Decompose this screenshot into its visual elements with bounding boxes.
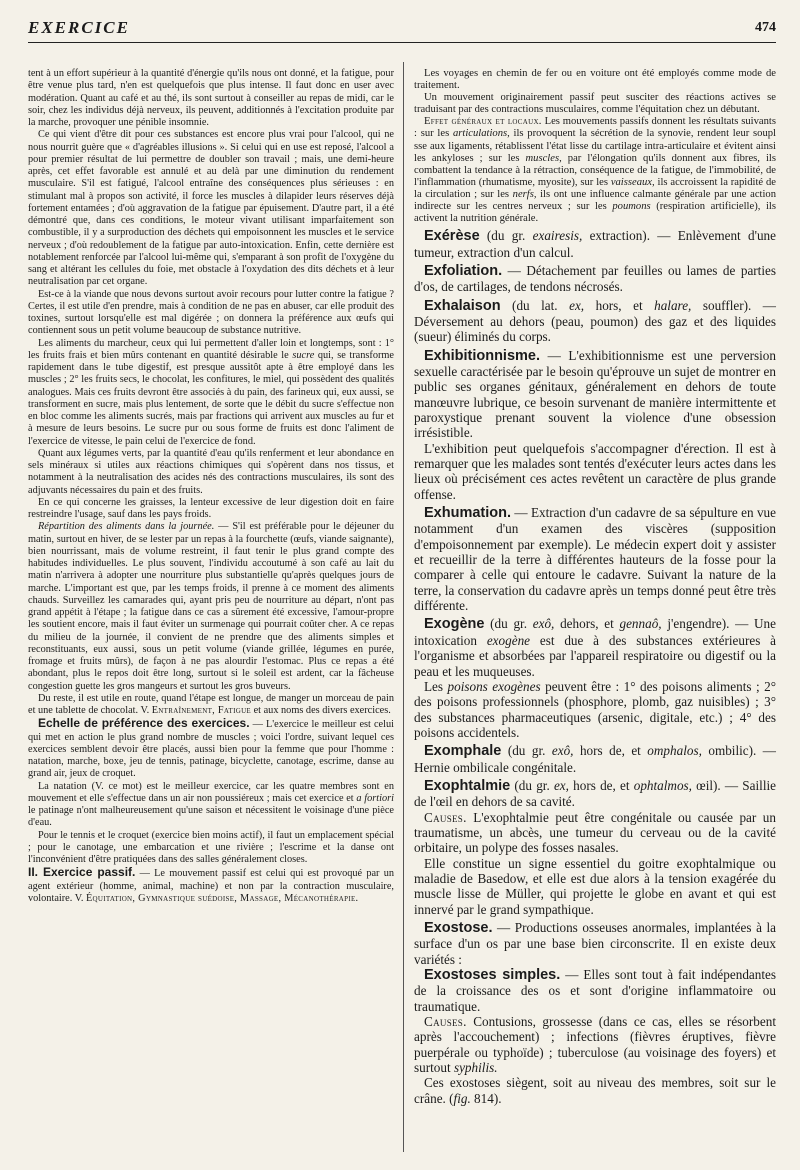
text-run: Causes.	[424, 809, 467, 825]
right-paragraph-r13	[414, 778, 776, 810]
text-run: — Elles sont tout à fait indépendantes de la croissance des os et sont d'origine inflammatoire ou traumatique.	[414, 967, 777, 1014]
right-paragraph-r3	[414, 116, 776, 225]
text-run: et aux noms des divers exercices.	[251, 705, 391, 716]
text-run: Ces exostoses siègent, soit au niveau des membres, soit sur le crâne. (	[414, 1075, 776, 1106]
left-paragraph-l8	[28, 693, 394, 718]
right-column	[414, 68, 776, 1106]
text-run: poisons exogènes	[447, 678, 541, 694]
right-paragraph-r15	[414, 856, 776, 917]
text-run: articulations,	[452, 128, 510, 140]
text-run: Ce qui vient d'être dit pour ces substances est encore plus vrai pour l'alcool, qui ne nous nourrit guère que « d'agréables illusions ». Si celui qui en use est reposé, l'alcool a pour premier résultat de lui permettre de doubler son travail ; mais, une demi-heure après, cet effet favorable est annulé et au delà par une diminution du rendement musculaire. S'il est fatigué, l'alcool entraîne des conséquences plus sérieuses : en stimulant mal à propos son activité, il force les muscles à dilapider leurs réserves déjà fortement entamées ; d'où aggravation de la fatigue par épuisement. D'autre part, il a été démontré que, dans ces conditions, le moteur vivant utilisant imparfaitement son combustible, il y a surproduction des déchets qui empoisonnent les muscles et le service nerveux ; d'où redoublement de la fatigue par auto-intoxication. Enfin, cette dernière est notablement renforcée par l'alcool lui-même qui, s'emparant à son profit de l'oxygène du sang et altérant les cellules du foie, met obstacle à l'oxydation des dits déchets et à leur neutralisation par cet organe.	[28, 129, 394, 288]
text-run: j'engendre). — Une intoxication	[414, 616, 776, 648]
text-run: ils accroissent la rapidité de la circulation ; sur les	[414, 176, 776, 200]
headword: Exhalaison	[424, 297, 501, 314]
text-run: (du lat.	[500, 297, 570, 313]
text-run: Équitation, Gymnastique suédoise, Massage, Mécanothérapie.	[85, 892, 359, 904]
left-paragraph-l1	[28, 68, 394, 129]
right-paragraph-r9	[414, 505, 776, 613]
text-run: (du gr.	[510, 777, 554, 793]
text-run: a fortiori	[356, 792, 394, 804]
headword: Exostose.	[424, 920, 493, 936]
text-run: muscles,	[525, 152, 562, 164]
left-paragraph-l10	[28, 781, 394, 830]
text-run: Les	[424, 678, 448, 694]
page-header	[28, 18, 776, 43]
right-paragraph-r12	[414, 743, 776, 775]
left-paragraph-l2	[28, 129, 394, 288]
text-run: Entraînement, Fatigue	[151, 705, 252, 716]
right-paragraph-r19	[414, 1075, 776, 1106]
right-paragraph-r16	[414, 920, 776, 967]
right-paragraph-r5	[414, 263, 776, 295]
text-run: Pour le tennis et le croquet (exercice bien moins actif), il faut un emplacement spécial ; pour le canotage, une embarcation et une rivière ; l'escrime et la danse ont l'inconvénient d'être pratiquées dans des salles généralement closes.	[28, 829, 394, 865]
text-run: ex,	[569, 297, 585, 313]
text-run: ex,	[553, 777, 569, 793]
text-run: (respiration artificielle), ils activent la nutrition générale.	[414, 201, 776, 225]
right-paragraph-r2	[414, 92, 776, 116]
text-run: 814).	[470, 1090, 502, 1106]
headword: Exérèse	[424, 228, 480, 245]
text-run: ils provoquent la sécrétion de la synovie, rendent leur soupl sse aux ligaments, rétablissent l'état lisse du cartilage intra-articulaire et évitent ainsi les ankyloses ; sur les	[414, 128, 776, 164]
text-run: — S'il est préférable pour le déjeuner du matin, surtout en hiver, de se lester par un repas à la fourchette (œufs, viande saignante), bien nourrissant, mais de volume restreint, il faut tenir le plus grand compte des habitudes individuelles. Le plus souvent, l'individu accoutumé à son café au lait du matin n'arrivera à adopter une nourriture plus substantielle qu'après quelques jours de marche. L'important est que, par les temps froids, il prenne à ce moment des aliments chauds. Surveillez les camarades qui, ayant pris peu de nourriture au départ, n'ont pas grand appétit à l'étape ; la fatigue dans ce cas a sûrement été excessive, l'amour-propre les soutient encore, mais il faut éviter un surmenage qui pourrait coûter cher. A ce repas du milieu de la journée, il convient de ne prendre que des aliments simples et reconstituants, eux aussi, sous un petit volume (viande grillée, légumes en purée, fromage et fruits mûrs), de façon à ne pas alourdir l'estomac. Plus ce repas a été abondant, plus le repos doit être long, surtout si le soleil est ardent, car la fâcheuse congestion guette les gros mangeurs et surtout les gros buveurs.	[28, 521, 394, 692]
text-run: La natation (V. ce mot) est le meilleur exercice, car les quatre membres sont en mouvement et elle s'effectue dans un air non poussiéreux ; mais cet exercice et	[28, 780, 394, 804]
headword: Exfoliation.	[424, 262, 503, 279]
headword: Exophtalmie	[424, 777, 511, 794]
headword: Exhibitionnisme.	[424, 347, 541, 364]
text-run: souffler). — Déversement au dehors (peau, poumon) des gaz et des liquides (sueur) éliminés du corps.	[414, 297, 776, 345]
text-run: Répartition des aliments dans la journée.	[38, 521, 215, 533]
right-paragraph-r6	[414, 298, 776, 345]
left-paragraph-l9	[28, 717, 394, 780]
text-run: (du gr.	[484, 616, 533, 632]
text-run: poumons	[612, 201, 651, 213]
left-paragraph-l3	[28, 289, 394, 338]
left-paragraph-l6	[28, 497, 394, 522]
right-paragraph-r14	[414, 810, 776, 856]
text-run: Est-ce à la viande que nous devons surtout avoir recours pour lutter contre la fatigue ? Certes, il est utile d'en prendre, mais à condition de ne pas en abuser, car elle produit des toxines, surtout lorsqu'elle est mal digérée ; on donnera la préférence aux œufs qui contiennent sous un petit volume beaucoup de substance nutritive.	[28, 288, 394, 337]
right-paragraph-r1	[414, 68, 776, 92]
left-paragraph-l11	[28, 830, 394, 867]
text-run: — Le mouvement passif est celui qui est provoqué par un agent extérieur (homme, animal, machine) et non par la contraction musculaire, volontaire. V.	[28, 868, 395, 904]
text-run: exô,	[532, 616, 555, 632]
text-run: tent à un effort supérieur à la quantité d'énergie qu'ils nous ont donné, et la fatigue, pour être venue plus tard, n'en est quelquefois que plus intense. Il faut donc en user avec modération. Quant au café et au thé, ils sont surtout à conseiller au repas de midi, car le soir, chez les individus déjà nerveux, ils peuvent, additionnés à l'excitation produite par la marche, provoquer une pénible insomnie.	[28, 68, 394, 128]
text-run: extraction). — Enlèvement d'une tumeur, extraction d'un calcul.	[414, 228, 776, 260]
text-run: — Détachement par feuilles ou lames de parties d'os, de cartilages, de tendons nécrosés.	[414, 262, 776, 295]
text-run: œil). — Saillie de l'œil en dehors de sa cavité.	[414, 777, 776, 810]
text-run: syphilis.	[453, 1060, 498, 1076]
headword: Exostoses simples.	[424, 967, 561, 984]
text-run: (du gr.	[479, 228, 533, 244]
right-paragraph-r17	[414, 967, 776, 1014]
text-run: Un mouvement originairement passif peut susciter des réactions actives se traduisant par des contractions musculaires, comme l'équitation chez un débutant.	[414, 92, 776, 116]
text-run: ombilic). — Hernie ombilicale congénitale.	[414, 743, 776, 775]
text-run: exairesis,	[532, 228, 583, 244]
text-run: Les aliments du marcheur, ceux qui lui permettent d'aller loin et longtemps, sont : 1° les fruits frais et bien mûrs contenant en quantité désirable le	[28, 337, 394, 361]
headword: Exogène	[424, 616, 485, 633]
text-run: est due à des substances extérieures à l'organisme et absorbées par l'appareil respiratoire ou digestif ou la peau et les muqueuses.	[414, 632, 776, 679]
text-run: — Productions osseuses anormales, implantées à la surface d'un os par une base bien circonscrite. Il en existe deux variétés :	[414, 920, 776, 967]
text-run: halare,	[654, 297, 692, 313]
right-paragraph-r4	[414, 228, 776, 260]
text-run: (du gr.	[501, 743, 552, 759]
running-head-title: EXERCICE	[28, 18, 130, 37]
left-paragraph-l5	[28, 448, 394, 497]
text-run: fig.	[453, 1090, 471, 1106]
right-paragraph-r10	[414, 616, 776, 678]
text-run: exô,	[551, 743, 574, 759]
text-run: hors, et	[584, 297, 655, 313]
text-run: Quant aux légumes verts, par la quantité d'eau qu'ils renferment et leur abondance en sels minéraux si utiles aux réactions chimiques qui s'opèrent dans nos tissus, et notamment à la neutralisation des acides nés des contractions musculaires, ils sont des adjuvants nécessaires du pain et des fruits.	[28, 447, 394, 496]
right-paragraph-r11	[414, 679, 776, 740]
text-run: Les mouvements passifs donnent les résultats suivants : sur les	[414, 116, 776, 140]
text-run: le patinage n'ont malheureusement qu'une saison et nécessitent le voisinage d'une pièce d'eau.	[28, 805, 394, 829]
text-run: hors de, et	[573, 743, 648, 759]
text-run: omphalos,	[647, 743, 702, 759]
text-run: vaisseaux,	[610, 176, 655, 188]
text-run: ophtalmos,	[633, 777, 692, 793]
text-run: — L'exercice le meilleur est celui qui met en action le plus grand nombre de muscles ; voici l'ordre, suivant lequel ces exercices semblent devoir être placés, aussi bien pour la femme que pour l'homme : natation, marche, boxe, jeu de tennis, patinage, bicyclette, canotage, escrime, danse au grand air, jeux de croquet.	[28, 719, 394, 780]
text-run: En ce qui concerne les graisses, la lenteur excessive de leur digestion doit en faire restreindre l'usage, sauf dans les pays froids.	[28, 496, 394, 520]
text-run: L'exhibition peut quelquefois s'accompagner d'érection. Il est à remarquer que les malades sont tentés d'exécuter leurs actes dans les lieux où précisément ces actes revêtent un caractère de plus grande offense.	[414, 440, 776, 502]
text-run: gennaô,	[619, 616, 662, 632]
text-run: dehors, et	[554, 616, 620, 632]
text-run: peuvent être : 1° des poisons aliments ; 2° des poisons professionnels (phosphore, plomb, gaz nuisibles) ; 3° des substances pharmaceutiques (arsenic, digitale, etc.) ; 4° des poisons accidentels.	[414, 678, 776, 740]
left-column	[28, 68, 394, 905]
headword: Echelle de préférence des exercices.	[38, 716, 250, 731]
right-paragraph-r8	[414, 441, 776, 502]
text-run: Causes.	[424, 1014, 467, 1030]
text-run: exogène	[486, 632, 531, 648]
text-run: Contusions, grossesse (dans ce cas, elles se résorbent après l'accouchement) ; infections (fièvres éruptives, fièvre puerpérale ou typhoïde) ; tuberculose (au voisinage des foyers) et surtout	[414, 1014, 776, 1076]
text-run: Les voyages en chemin de fer ou en voiture ont été employés comme mode de traitement.	[414, 68, 776, 92]
text-run: nerfs,	[512, 188, 537, 200]
headword: II. Exercice passif.	[28, 865, 136, 880]
text-run: ils ont une influence calmante générale par une action indirecte sur les centres nerveux ; sur les	[414, 188, 777, 213]
text-run: qui, se transforme rapidement dans le tube digestif, est presque aussitôt apte à être employé dans les muscles ; 2° les fruits secs, le chocolat, les confitures, le miel, qui possèdent des qualités analogues. Mais ces fruits devront être associés à du pain, des farineux qui, eux aussi, se transforment en sucre, mais plus lentement, de sorte que le débit du sucre s'effectue non en bloc comme les aliments sucrés, mais par fractions qui arrivent aux muscles au fur et à mesure de leurs besoins. Le sucre pur ou sous forme de fruits est donc l'aliment de l'exercice de vitesse, le pain celui de l'exercice de fond.	[28, 349, 394, 447]
text-run: Elle constitue un signe essentiel du goitre exophtalmique ou maladie de Basedow, et elle est due alors à la tension exagérée du muscle lisse de Müller, qui projette le globe en avant et qui est innervé par le grand sympathique.	[414, 855, 776, 917]
text-run: Effet généraux et locaux.	[424, 116, 542, 128]
right-paragraph-r18	[414, 1014, 776, 1075]
column-divider	[403, 62, 404, 1152]
page-number: 474	[755, 20, 776, 35]
text-run: par l'élongation qu'ils donnent aux fibres, ils combattent la tendance à la rétraction, conséquence de la fatigue, de l'immobilité, de l'inflammation (rhumatisme, myosite), sur les	[414, 152, 776, 188]
text-run: sucre	[292, 349, 315, 361]
text-run: hors de, et	[568, 777, 634, 793]
text-run: — L'exhibitionnisme est une perversion sexuelle caractérisée par le besoin qu'éprouve un sujet de montrer en public ses organes génitaux, généralement en dehors de toute manœuvre lubrique, ce besoin survenant de manière intermittente et paroxystique prenant souvent la violence d'une obsession irrésistible.	[414, 347, 776, 441]
text-run: L'exophtalmie peut être congénitale ou causée par un traumatisme, un abcès, une tumeur du cerveau ou de la cavité orbitaire, un polype des fosses nasales.	[414, 809, 776, 856]
left-paragraph-l7	[28, 521, 394, 693]
left-paragraph-l4	[28, 338, 394, 448]
right-paragraph-r7	[414, 348, 776, 441]
headword: Exomphale	[424, 743, 502, 760]
headword: Exhumation.	[424, 505, 512, 522]
text-run: Du reste, il est utile en route, quand l'étape est longue, de manger un morceau de pain et une tablette de chocolat. V.	[28, 692, 394, 716]
text-run: — Extraction d'un cadavre de sa sépulture en vue notamment d'un examen des viscères (supposition d'empoisonnement par exemple). Le médecin expert doit y assister et recueillir de la terre à différentes hauteurs de la fosse pour la comparer à celle qui entoure le cadavre. Suivant la nature de la terre, la conservation du cadavre après un temps donné peut être très différente.	[414, 505, 776, 614]
left-paragraph-l12	[28, 866, 394, 905]
